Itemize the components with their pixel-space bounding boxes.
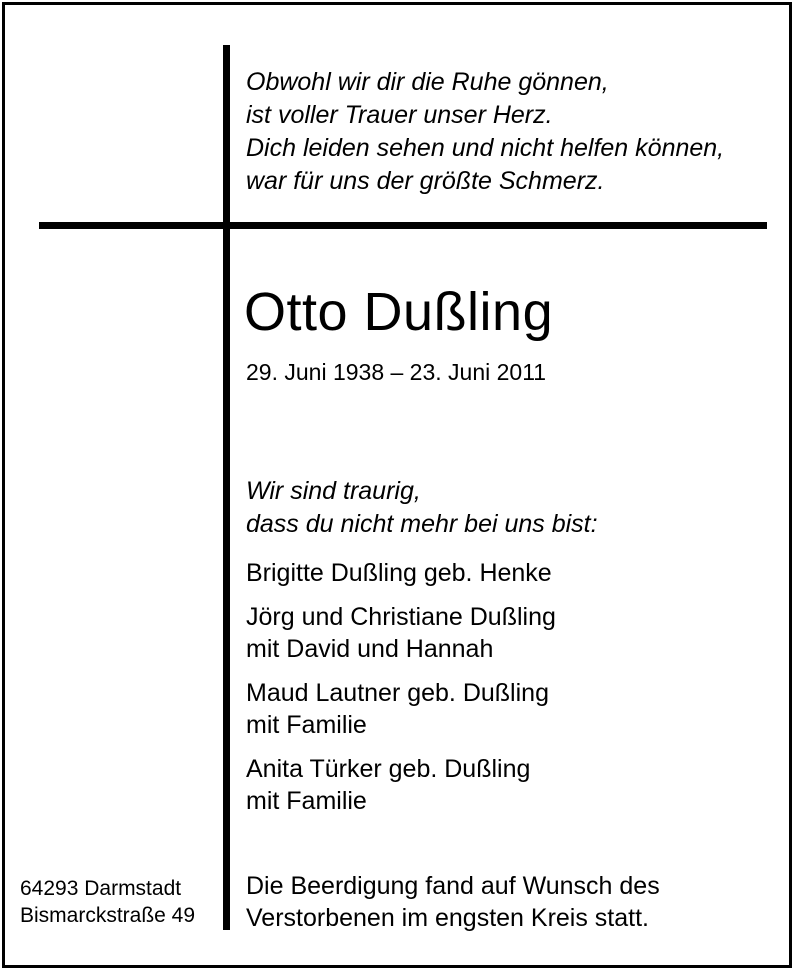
sorrow-line: dass du nicht mehr bei uns bist:	[246, 510, 598, 538]
mourner-entry	[246, 753, 776, 817]
poem-line: Obwohl wir dir die Ruhe gönnen,	[246, 68, 609, 96]
mourner-line: Anita Türker geb. Dußling	[246, 755, 531, 783]
sorrow-statement	[246, 475, 598, 541]
address-city: 64293 Darmstadt	[20, 877, 182, 900]
mourner-line: mit Familie	[246, 787, 367, 815]
mourner-entry	[246, 677, 776, 741]
mourners-list	[246, 557, 776, 829]
deceased-name: Otto Dußling	[244, 282, 554, 342]
family-address	[20, 875, 195, 929]
funeral-line: Verstorbenen im engsten Kreis statt.	[246, 904, 649, 932]
mourner-line: Brigitte Dußling geb. Henke	[246, 559, 552, 587]
mourner-line: mit Familie	[246, 711, 367, 739]
funeral-note	[246, 870, 660, 934]
mourner-line: Jörg und Christiane Dußling	[246, 603, 556, 631]
cross-horizontal-bar	[39, 222, 767, 229]
address-street: Bismarckstraße 49	[20, 904, 196, 927]
poem-line: war für uns der größte Schmerz.	[246, 167, 605, 195]
sorrow-line: Wir sind traurig,	[246, 477, 421, 505]
mourner-line: mit David und Hannah	[246, 635, 494, 663]
poem-line: Dich leiden sehen und nicht helfen können,	[246, 134, 725, 162]
mourner-line: Maud Lautner geb. Dußling	[246, 679, 549, 707]
mourner-entry	[246, 557, 776, 589]
poem-line: ist voller Trauer unser Herz.	[246, 101, 553, 129]
memorial-poem	[246, 66, 724, 198]
funeral-line: Die Beerdigung fand auf Wunsch des	[246, 872, 660, 900]
life-dates: 29. Juni 1938 – 23. Juni 2011	[246, 359, 547, 385]
mourner-entry	[246, 601, 776, 665]
cross-vertical-bar	[223, 45, 230, 930]
